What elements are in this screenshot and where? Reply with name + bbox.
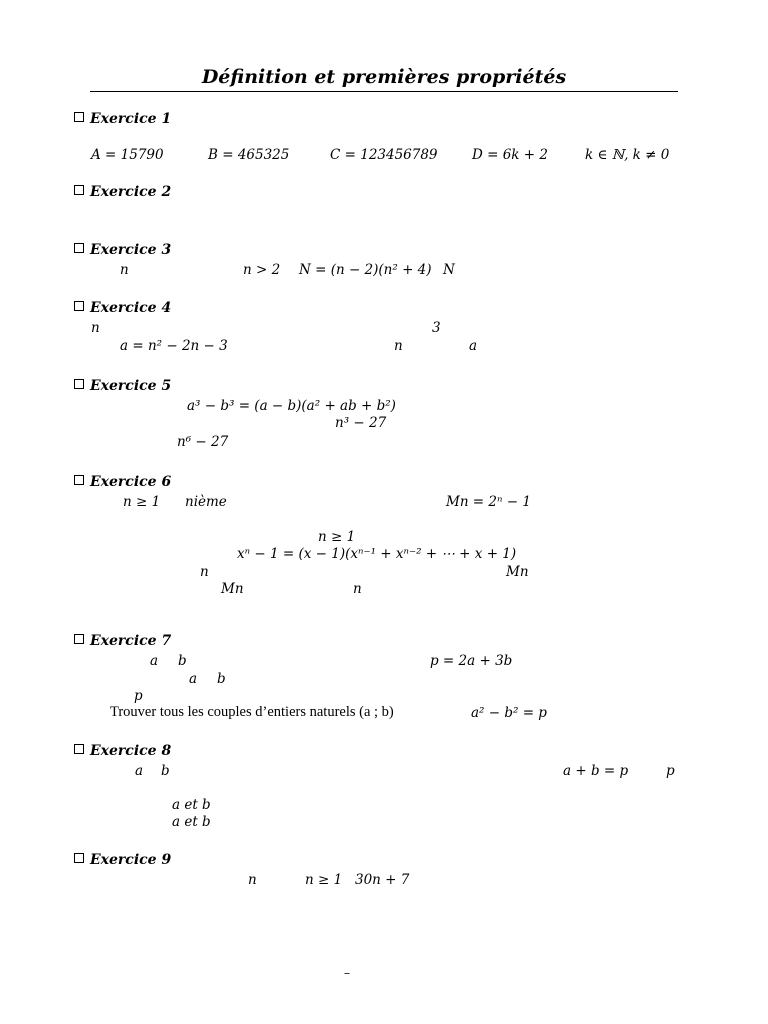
- e8-p: p: [666, 763, 675, 779]
- e3-condition: n > 2: [243, 262, 281, 278]
- checkbox-icon: [74, 634, 84, 644]
- e7-question-text: Trouver tous les couples d’entiers naturels (a ; b): [110, 704, 394, 720]
- e1-b-value: B = 465325: [208, 147, 290, 163]
- e8-b: b: [161, 763, 170, 779]
- exercise-4-heading: [74, 300, 171, 316]
- exercise-9-label: Exercice 9: [90, 852, 172, 868]
- e6-mersenne: Mn = 2ⁿ − 1: [446, 494, 531, 510]
- checkbox-icon: [74, 112, 84, 122]
- e1-c-value: C = 123456789: [330, 147, 438, 163]
- e8-sum: a + b = p: [563, 763, 629, 779]
- e6-n-2: n: [353, 581, 362, 597]
- e6-n: n: [200, 564, 209, 580]
- checkbox-icon: [74, 853, 84, 863]
- e6-polynomial: xⁿ − 1 = (x − 1)(xⁿ⁻¹ + xⁿ⁻² + ⋯ + x + 1): [237, 546, 517, 562]
- exercise-6-label: Exercice 6: [90, 474, 172, 490]
- e7-b: b: [178, 653, 187, 669]
- title-underline: [90, 91, 678, 92]
- e1-a-value: A = 15790: [91, 147, 164, 163]
- exercise-2-label: Exercice 2: [90, 184, 172, 200]
- exercise-7-label: Exercice 7: [90, 633, 172, 649]
- exercise-2-heading: [74, 184, 171, 200]
- e7-a: a: [150, 653, 159, 669]
- e4-a2: a: [469, 338, 478, 354]
- e6-condition: n ≥ 1: [123, 494, 161, 510]
- e9-expression: 30n + 7: [355, 872, 410, 888]
- page-footer: –: [344, 966, 350, 980]
- exercise-5-heading: [74, 378, 171, 394]
- e7-p2: p: [134, 688, 143, 704]
- e8-a: a: [135, 763, 144, 779]
- e3-n: n: [120, 262, 129, 278]
- e7-a2: a: [189, 671, 198, 687]
- checkbox-icon: [74, 475, 84, 485]
- e7-b2: b: [217, 671, 226, 687]
- e1-k-condition: k ∈ ℕ, k ≠ 0: [585, 147, 670, 163]
- e5-n-cubed: n³ − 27: [335, 415, 387, 431]
- exercise-3-heading: [74, 242, 171, 258]
- exercise-5-label: Exercice 5: [90, 378, 172, 394]
- page-title: Définition et premières propriétés: [201, 66, 567, 88]
- e4-n: n: [91, 320, 100, 336]
- checkbox-icon: [74, 243, 84, 253]
- exercise-1-heading: [74, 111, 171, 127]
- e4-n2: n: [394, 338, 403, 354]
- e9-condition: n ≥ 1: [305, 872, 343, 888]
- e3-n-symbol: N: [443, 262, 455, 278]
- e6-mn-2: Mn: [221, 581, 244, 597]
- e4-three: 3: [432, 320, 441, 336]
- e3-n-expression: N = (n − 2)(n² + 4): [299, 262, 432, 278]
- e7-equation: a² − b² = p: [471, 705, 547, 721]
- checkbox-icon: [74, 379, 84, 389]
- exercise-1-label: Exercice 1: [90, 111, 172, 127]
- checkbox-icon: [74, 185, 84, 195]
- checkbox-icon: [74, 301, 84, 311]
- exercise-7-heading: [74, 633, 171, 649]
- e9-n: n: [248, 872, 257, 888]
- e6-condition-2: n ≥ 1: [318, 529, 356, 545]
- exercise-3-label: Exercice 3: [90, 242, 172, 258]
- e7-p-expression: p = 2a + 3b: [430, 653, 513, 669]
- e5-n-sixth: n⁶ − 27: [177, 434, 229, 450]
- exercise-8-label: Exercice 8: [90, 743, 172, 759]
- e4-a-expression: a = n² − 2n − 3: [120, 338, 228, 354]
- e8-a-and-b-1: a et b: [172, 797, 211, 813]
- e6-nth: nième: [185, 494, 227, 510]
- e5-identity: a³ − b³ = (a − b)(a² + ab + b²): [187, 398, 396, 414]
- e8-a-and-b-2: a et b: [172, 814, 211, 830]
- e1-d-value: D = 6k + 2: [472, 147, 548, 163]
- checkbox-icon: [74, 744, 84, 754]
- exercise-9-heading: [74, 852, 171, 868]
- e6-mn: Mn: [506, 564, 529, 580]
- exercise-6-heading: [74, 474, 171, 490]
- exercise-4-label: Exercice 4: [90, 300, 172, 316]
- exercise-8-heading: [74, 743, 171, 759]
